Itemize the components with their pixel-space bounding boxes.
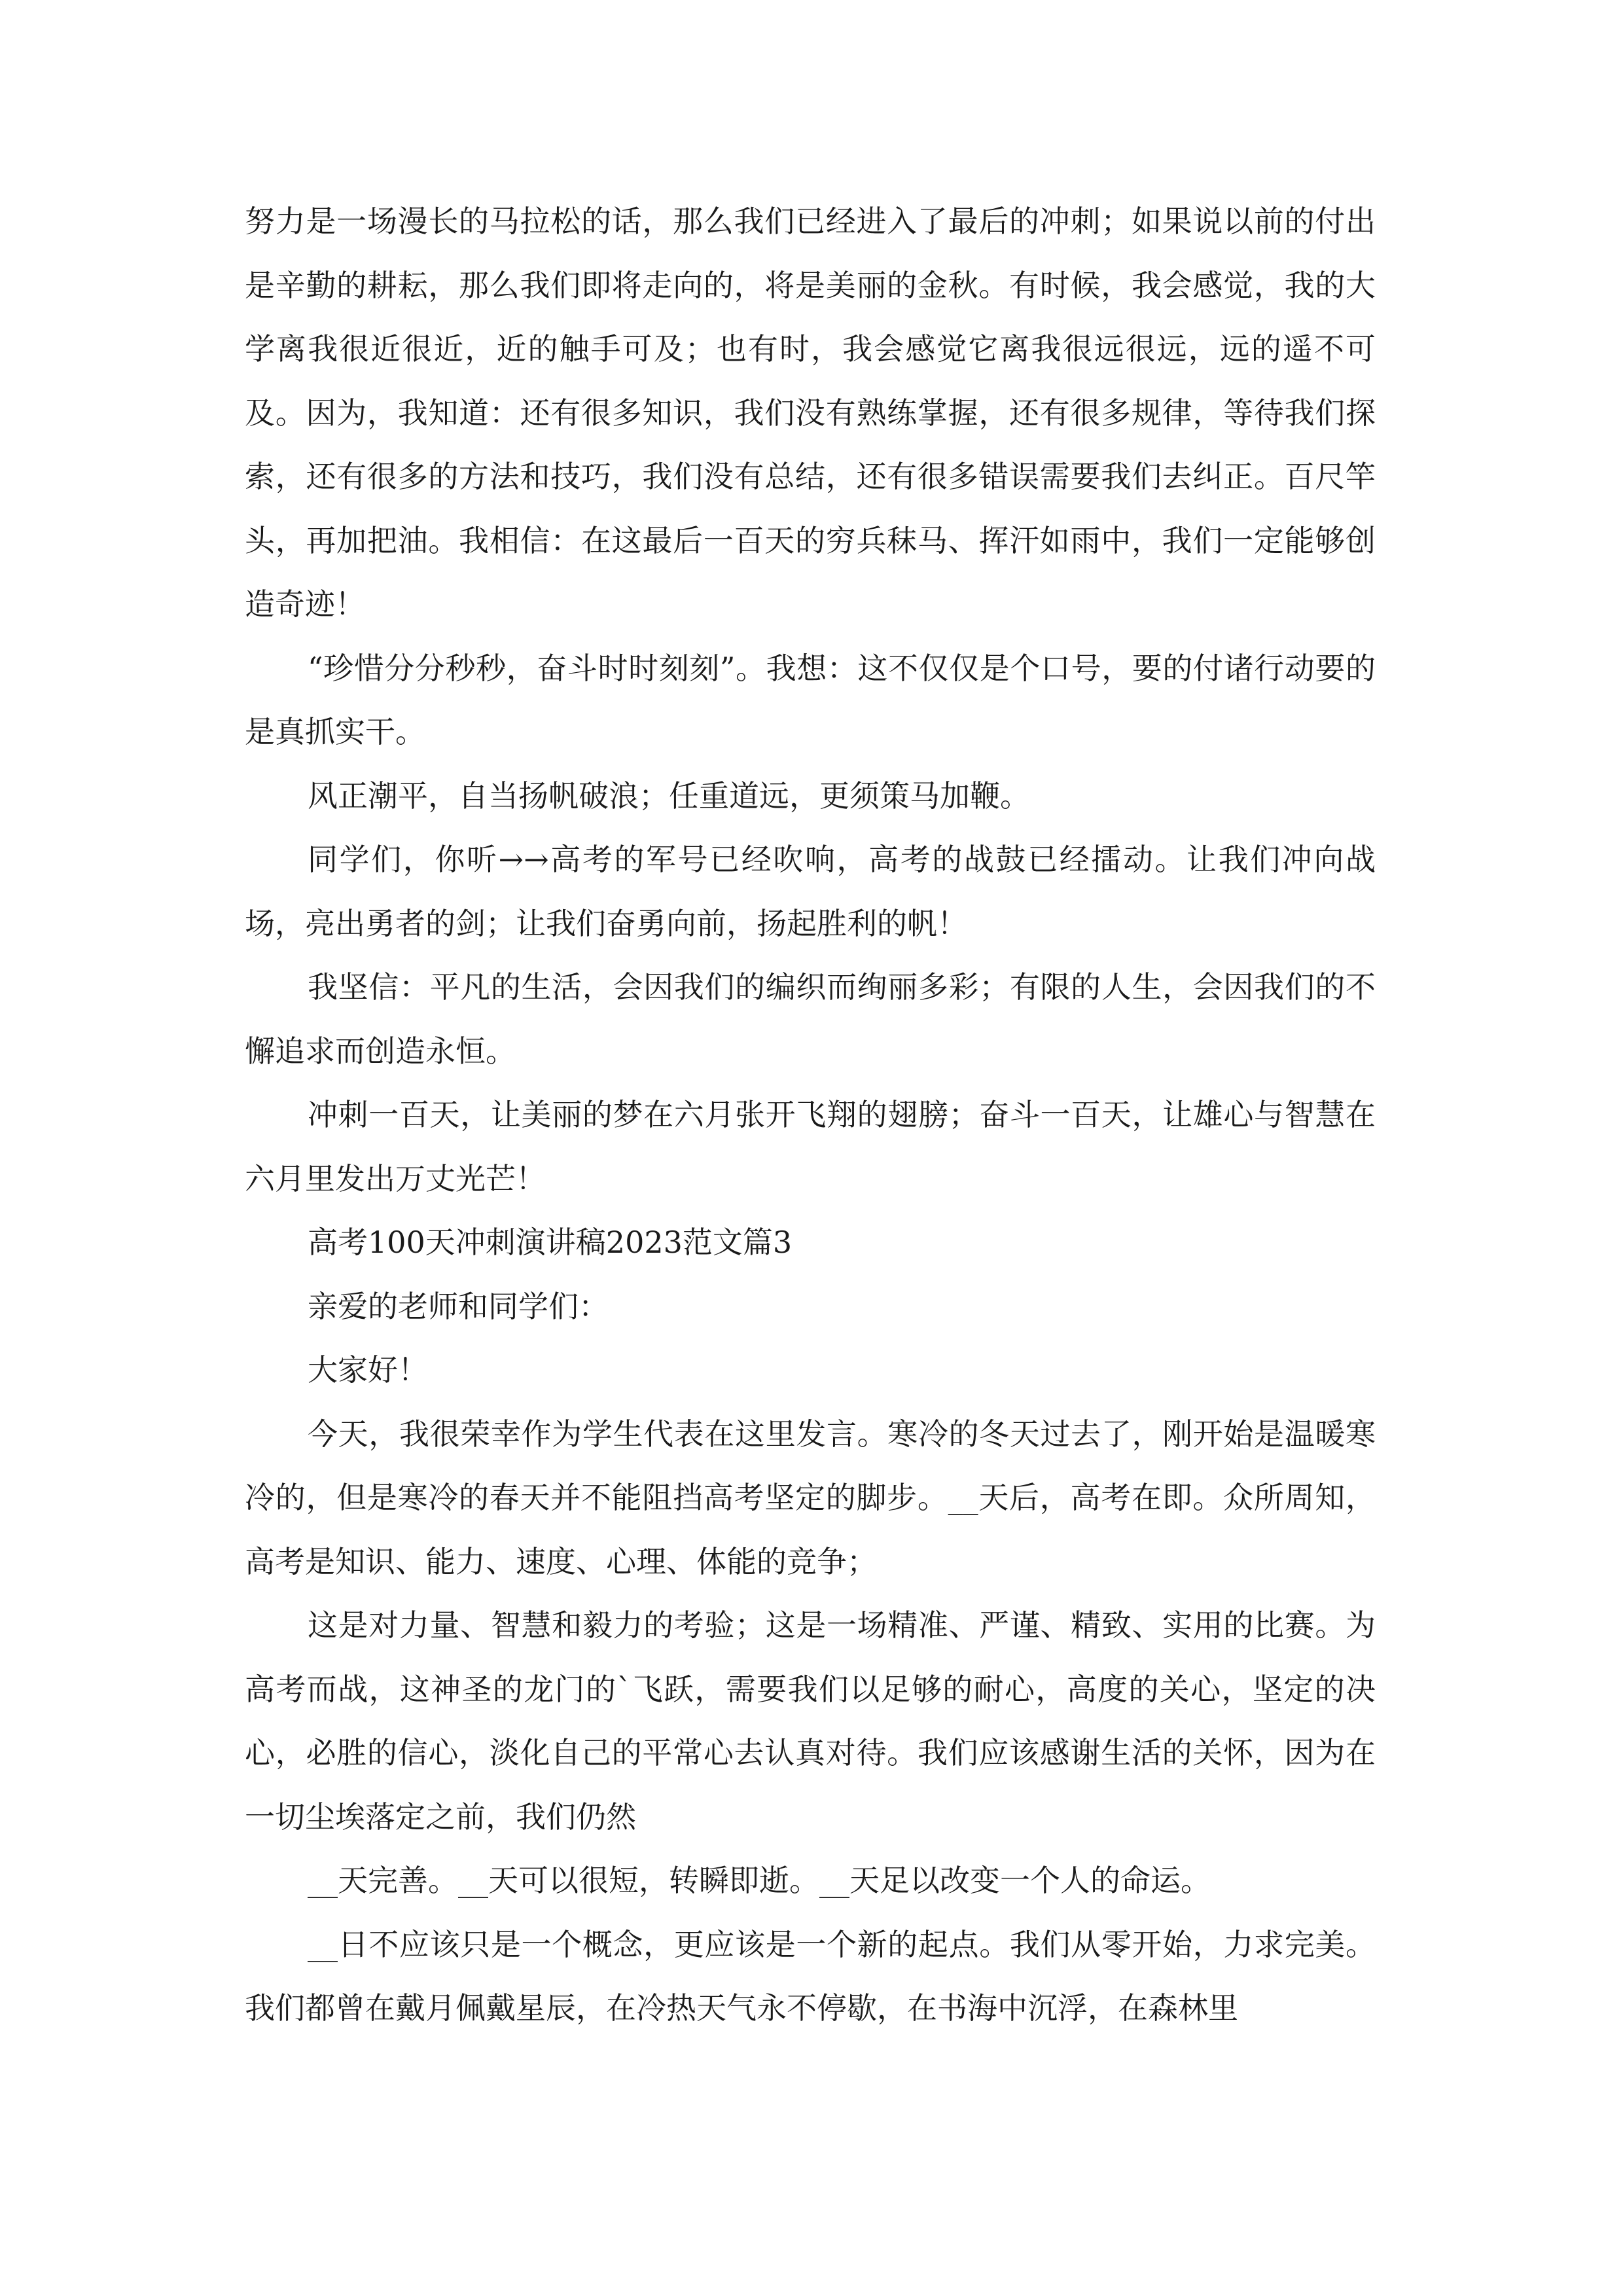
greeting: 大家好！ xyxy=(308,1352,428,1388)
paragraph: __天完善。__天可以很短，转瞬即逝。__天足以改变一个人的命运。 xyxy=(308,1863,1211,1898)
paragraph: 努力是一场漫长的马拉松的话，那么我们已经进入了最后的冲刺；如果说以前的付出是辛勤的耕耘，那么我们即将走向的，将是美丽的金秋。有时候，我会感觉，我的大学离我很近很近，近的触手可及；也有时，我会感觉它离我很远很远，远的遥不可及。因为，我知道：还有很多知识，我们没有熟练掌握，还有很多规律，等待我们探索，还有很多的方法和技巧，我们没有总结，还有很多错误需要我们去纠正。百尺竿头，再加把油。我相信：在这最后一百天的穷兵秣马、挥汗如雨中，我们一定能够创造奇迹！ xyxy=(245,204,1376,622)
paragraph: “珍惜分分秒秒，奋斗时时刻刻”。我想：这不仅仅是个口号，要的付诸行动要的是真抓实干。 xyxy=(245,650,1376,749)
paragraph: 风正潮平，自当扬帆破浪；任重道远，更须策马加鞭。 xyxy=(308,778,1030,814)
paragraph: 同学们，你听→→高考的军号已经吹响，高考的战鼓已经擂动。让我们冲向战场，亮出勇者的剑；让我们奋勇向前，扬起胜利的帆！ xyxy=(245,842,1376,941)
document-page xyxy=(245,190,1376,2041)
paragraph: 这是对力量、智慧和毅力的考验；这是一场精准、严谨、精致、实用的比赛。为高考而战，这神圣的龙门的`飞跃，需要我们以足够的耐心，高度的关心，坚定的决心，必胜的信心，淡化自己的平常心去认真对待。我们应该感谢生活的关怀，因为在一切尘埃落定之前，我们仍然 xyxy=(245,1607,1376,1835)
section-heading: 高考100天冲刺演讲稿2023范文篇3 xyxy=(308,1225,793,1260)
paragraph: __日不应该只是一个概念，更应该是一个新的起点。我们从零开始，力求完美。我们都曾在戴月佩戴星辰，在冷热天气永不停歇，在书海中沉浮，在森林里 xyxy=(245,1926,1376,2026)
paragraph: 今天，我很荣幸作为学生代表在这里发言。寒冷的冬天过去了，刚开始是温暖寒冷的，但是寒冷的春天并不能阻挡高考坚定的脚步。__天后，高考在即。众所周知，高考是知识、能力、速度、心理、体能的竞争； xyxy=(245,1416,1376,1579)
paragraph: 我坚信：平凡的生活，会因我们的编织而绚丽多彩；有限的人生，会因我们的不懈追求而创造永恒。 xyxy=(245,969,1376,1069)
salutation: 亲爱的老师和同学们： xyxy=(308,1288,609,1324)
paragraph: 冲刺一百天，让美丽的梦在六月张开飞翔的翅膀；奋斗一百天，让雄心与智慧在六月里发出万丈光芒！ xyxy=(245,1097,1376,1196)
